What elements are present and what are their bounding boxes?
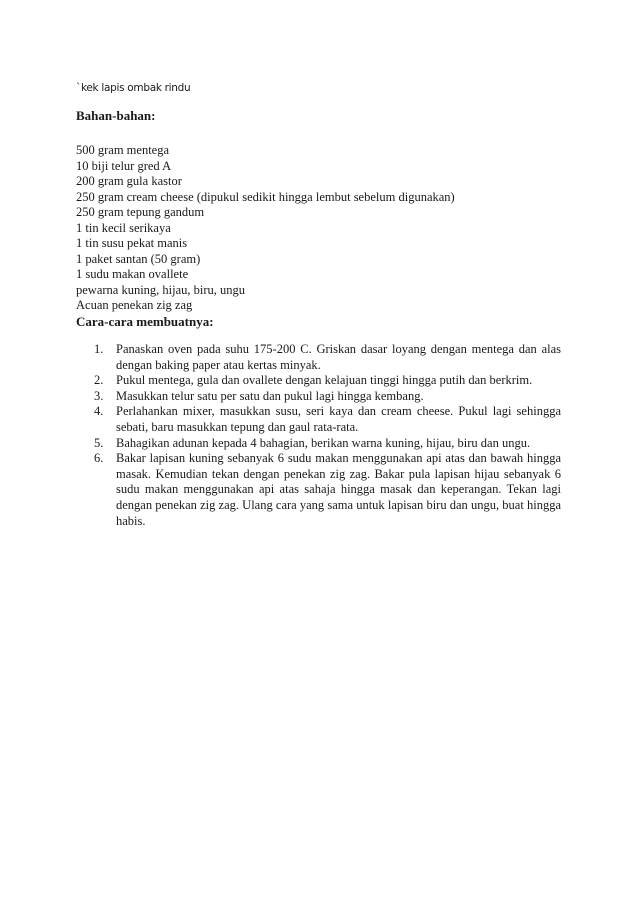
step-number: 3. bbox=[94, 388, 104, 403]
ingredient-item: 10 biji telur gred A bbox=[76, 158, 172, 173]
step-item bbox=[94, 451, 561, 529]
step-item bbox=[94, 342, 561, 373]
step-text: Bakar lapisan kuning sebanyak 6 sudu makan menggunakan api atas dan bawah hingga masak. Kemudian tekan dengan penekan zig zag. Bakar pula lapisan hijau sebanyak 6 sudu makan menggunakan api atas sahaja hingga masak dan keperangan. Tekan lagi dengan penekan zig zag. Ulang cara yang sama untuk lapisan biru dan ungu, buat hingga habis. bbox=[116, 451, 561, 528]
step-text: Panaskan oven pada suhu 175-200 C. Griskan dasar loyang dengan mentega dan alas dengan baking paper atau kertas minyak. bbox=[116, 342, 561, 372]
ingredient-item: pewarna kuning, hijau, biru, ungu bbox=[76, 282, 246, 297]
step-text: Perlahankan mixer, masukkan susu, seri kaya dan cream cheese. Pukul lagi sehingga sebati, baru masukkan tepung dan gaul rata-rata. bbox=[116, 404, 561, 434]
step-number: 1. bbox=[94, 342, 104, 356]
ingredient-item: 250 gram cream cheese (dipukul sedikit hingga lembut sebelum digunakan) bbox=[76, 189, 455, 204]
ingredient-item: Acuan penekan zig zag bbox=[76, 298, 193, 312]
document-title: `kek lapis ombak rindu bbox=[76, 82, 191, 94]
ingredient-item: 500 gram mentega bbox=[76, 143, 170, 157]
step-text: Masukkan telur satu per satu dan pukul lagi hingga kembang. bbox=[116, 388, 424, 403]
steps-heading: Cara-cara membuatnya: bbox=[76, 314, 214, 329]
step-item bbox=[94, 373, 561, 389]
step-item bbox=[94, 388, 561, 405]
step-number: 4. bbox=[94, 404, 104, 419]
step-item bbox=[94, 435, 561, 452]
step-number: 2. bbox=[94, 373, 104, 388]
step-text: Pukul mentega, gula dan ovallete dengan kelajuan tinggi hingga putih dan berkrim. bbox=[116, 373, 533, 388]
ingredient-item: 1 sudu makan ovallete bbox=[76, 267, 189, 281]
ingredient-item: 1 paket santan (50 gram) bbox=[76, 251, 201, 266]
step-number: 5. bbox=[94, 435, 104, 450]
ingredient-list bbox=[76, 143, 455, 314]
ingredients-heading: Bahan-bahan: bbox=[76, 108, 156, 123]
step-item bbox=[94, 404, 561, 435]
ingredient-item: 250 gram tepung gandum bbox=[76, 205, 205, 219]
step-number: 6. bbox=[94, 451, 104, 466]
ingredient-item: 1 tin kecil serikaya bbox=[76, 220, 171, 235]
step-text: Bahagikan adunan kepada 4 bahagian, berikan warna kuning, hijau, biru dan ungu. bbox=[116, 435, 531, 450]
ingredient-item: 1 tin susu pekat manis bbox=[76, 236, 188, 250]
steps-list bbox=[94, 342, 561, 529]
ingredient-item: 200 gram gula kastor bbox=[76, 174, 182, 188]
